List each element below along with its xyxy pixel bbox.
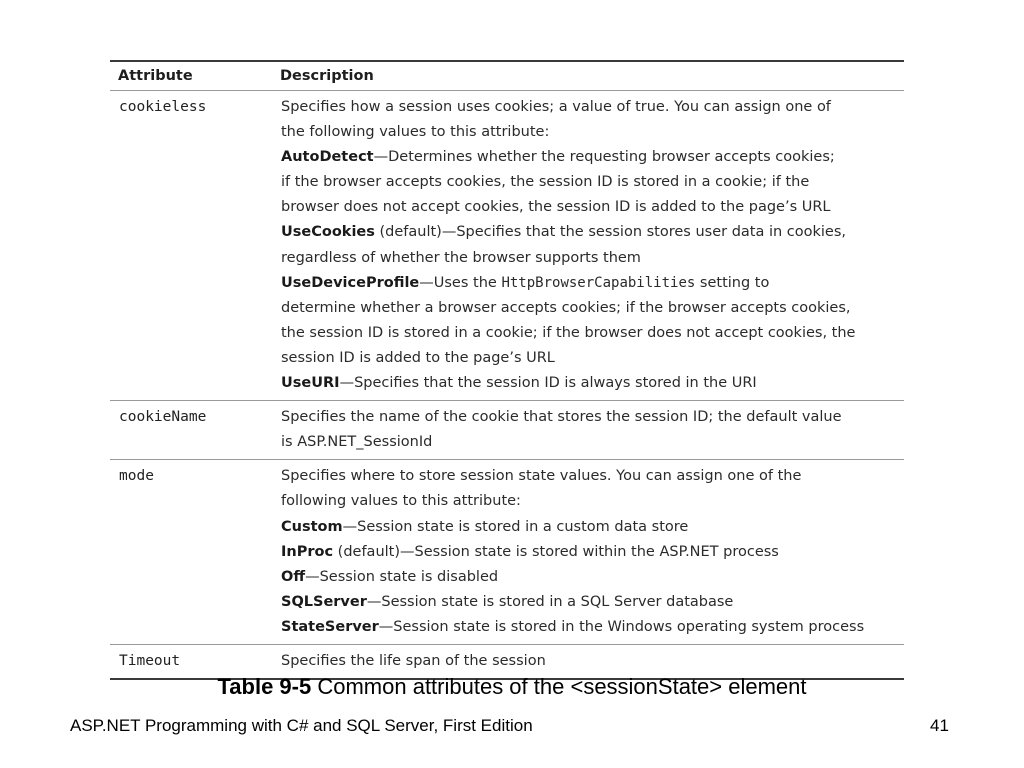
- description-line: [281, 540, 898, 565]
- description-line: [281, 95, 898, 120]
- table-row: [110, 401, 904, 460]
- table-body: [110, 91, 904, 680]
- attribute-description: [272, 460, 904, 645]
- description-text: —Determines whether the requesting browser accepts cookies;: [373, 149, 835, 166]
- table-header-row: [110, 61, 904, 91]
- description-text: —Session state is stored in a SQL Server database: [366, 593, 734, 610]
- description-line: [281, 615, 898, 640]
- header-description: Description: [272, 61, 904, 91]
- description-text: —Session state is disabled: [305, 568, 499, 585]
- attribute-description: [272, 91, 904, 401]
- attribute-name: cookieless: [110, 91, 272, 401]
- description-line: [281, 590, 898, 615]
- value-term: Custom: [281, 518, 343, 535]
- description-text: —Specifies that the session ID is always stored in the URI: [339, 375, 757, 392]
- attribute-description: [272, 401, 904, 460]
- description-line: [281, 296, 898, 321]
- value-term: UseCookies: [281, 224, 375, 241]
- description-line: [281, 515, 898, 540]
- description-line: [281, 489, 898, 514]
- description-text: regardless of whether the browser supports them: [281, 249, 641, 266]
- description-text: —Session state is stored in the Windows operating system process: [378, 618, 865, 635]
- description-line: [281, 145, 898, 170]
- attribute-name: mode: [110, 460, 272, 645]
- description-line: [281, 321, 898, 346]
- description-line: [281, 195, 898, 220]
- description-text: Specifies the name of the cookie that stores the session ID; the default value: [281, 409, 842, 426]
- attribute-name: Timeout: [110, 644, 272, 679]
- description-line: [281, 565, 898, 590]
- caption-text: Common attributes of the <sessionState> element: [311, 674, 807, 699]
- attribute-name: cookieName: [110, 401, 272, 460]
- description-text: following values to this attribute:: [281, 493, 521, 510]
- description-text: if the browser accepts cookies, the session ID is stored in a cookie; if the: [281, 174, 810, 191]
- table-caption: [0, 674, 1024, 700]
- attributes-table: [110, 60, 904, 680]
- footer-page-number: 41: [930, 716, 949, 735]
- description-line: [281, 220, 898, 245]
- description-line: [281, 464, 898, 489]
- value-term: UseDeviceProfile: [281, 274, 420, 291]
- description-text: the session ID is stored in a cookie; if the browser does not accept cookies, the: [281, 324, 856, 341]
- description-text: the following values to this attribute:: [281, 124, 550, 141]
- value-term: InProc: [281, 543, 334, 560]
- description-text: —Session state is stored in a custom data store: [342, 518, 689, 535]
- description-text: —Uses the: [419, 274, 502, 291]
- footer-book-title: ASP.NET Programming with C# and SQL Server, First Edition: [70, 716, 533, 735]
- description-line: [281, 346, 898, 371]
- caption-label: Table 9-5: [217, 674, 312, 699]
- description-text: determine whether a browser accepts cookies; if the browser accepts cookies,: [281, 299, 851, 316]
- description-text: setting to: [695, 274, 770, 291]
- value-term: AutoDetect: [281, 149, 374, 166]
- description-text: session ID is added to the page’s URL: [281, 349, 555, 366]
- value-term: SQLServer: [281, 593, 367, 610]
- description-text: Specifies where to store session state values. You can assign one of the: [281, 468, 802, 485]
- description-text: Specifies the life span of the session: [281, 652, 546, 669]
- description-line: [281, 120, 898, 145]
- value-term: Off: [281, 568, 306, 585]
- table-row: [110, 460, 904, 645]
- value-term: StateServer: [281, 618, 379, 635]
- description-line: [281, 371, 898, 396]
- description-text: Specifies how a session uses cookies; a value of true. You can assign one of: [281, 99, 831, 115]
- description-line: [281, 170, 898, 195]
- description-line: [281, 405, 898, 430]
- description-text: (default)—Session state is stored within the ASP.NET process: [333, 543, 779, 560]
- description-text: (default)—Specifies that the session stores user data in cookies,: [374, 224, 847, 241]
- header-attribute: Attribute: [110, 61, 272, 91]
- description-text: is ASP.NET_SessionId: [281, 434, 433, 451]
- value-term: UseURI: [281, 375, 340, 392]
- description-line: [281, 649, 898, 674]
- code-term: HttpBrowserCapabilities: [501, 274, 696, 291]
- description-text: browser does not accept cookies, the session ID is added to the page’s URL: [281, 199, 831, 216]
- table-row: [110, 91, 904, 401]
- description-line: [281, 271, 898, 296]
- description-line: [281, 246, 898, 271]
- description-line: [281, 430, 898, 455]
